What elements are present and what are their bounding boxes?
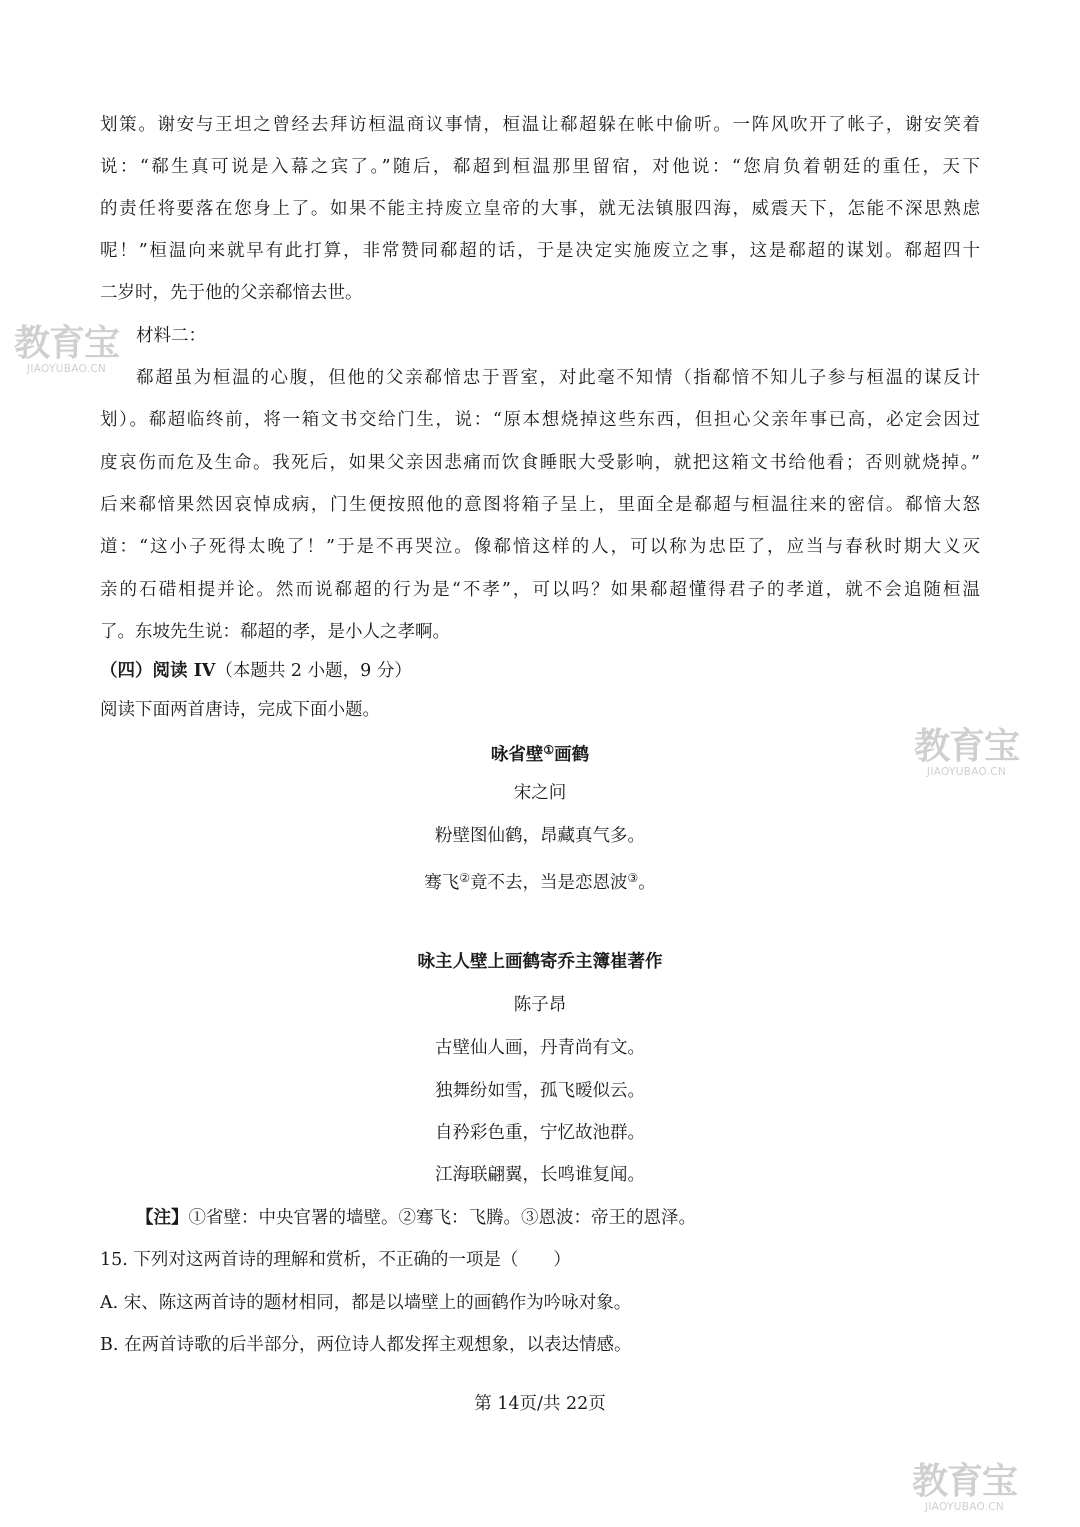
watermark-cn: 教育宝 [14,323,120,364]
note-mark: ② [459,871,470,885]
annotation-label: 【注】 [136,1208,189,1228]
note-mark: ① [543,743,555,757]
poem1-line [0,866,1080,895]
question-option: B. 在两首诗歌的后半部分，两位诗人都发挥主观想象，以表达情感。 [100,1335,632,1355]
watermark-logo [912,1461,1018,1513]
poem1-title [0,738,1080,767]
poem2-line: 独舞纷如雪，孤飞暧似云。 [435,1081,645,1101]
watermark-cn: 教育宝 [914,726,1020,767]
poem1-title-text: 画鹤 [554,745,590,765]
poem1-line: 粉壁图仙鹤，昂藏真气多。 [435,826,645,846]
annotation [136,1206,980,1230]
poem1-line-text: 。 [638,873,656,893]
passage-line: 二岁时，先于他的父亲郗愔去世。 [100,283,363,303]
watermark-logo [14,323,120,375]
note-mark: ③ [627,871,639,885]
question-option: A. 宋、陈这两首诗的题材相同，都是以墙壁上的画鹤作为吟咏对象。 [100,1293,632,1313]
passage-line: 说：“郗生真可说是入幕之宾了。”随后，郗超到桓温那里留宿，对他说：“您肩负着朝廷的重任，天下 [100,157,980,177]
watermark-cn: 教育宝 [912,1461,1018,1502]
section-title [100,659,980,683]
poem2-line: 江海联翩翼，长鸣谁复闻。 [435,1165,645,1185]
watermark-en: JIAOYUBAO.CN [924,1501,1005,1513]
material-line: 后来郗愔果然因哀悼成病，门生便按照他的意图将箱子呈上，里面全是郗超与桓温往来的密信。郗愔大怒 [100,495,980,515]
passage-line: 的责任将要落在您身上了。如果不能主持废立皇帝的大事，就无法镇服四海，威震天下，怎能不深思熟虑 [100,199,980,219]
material-line: 亲的石碏相提并论。然而说郗超的行为是“不孝”，可以吗？如果郗超懂得君子的孝道，就不会追随桓温 [100,580,980,600]
poem1-line-text: 骞飞 [424,873,460,893]
poem2-line: 自矜彩色重，宁忆故池群。 [435,1123,645,1143]
poem2-author: 陈子昂 [513,995,567,1015]
passage-line: 呢！”桓温向来就早有此打算，非常赞同郗超的话，于是决定实施废立之事，这是郗超的谋划。郗超四十 [100,241,980,261]
material-line: 道：“这小子死得太晚了！”于是不再哭泣。像郗愔这样的人，可以称为忠臣了，应当与春秋时期大义灭 [100,537,980,557]
section-title-bold: （四）阅读 IV [100,661,216,681]
question-stem: 15. 下列对这两首诗的理解和赏析，不正确的一项是（ ） [100,1250,571,1270]
watermark-en: JIAOYUBAO.CN [926,766,1007,778]
passage-line: 划策。谢安与王坦之曾经去拜访桓温商议事情，桓温让郗超躲在帐中偷听。一阵风吹开了帐子，谢安笑着 [100,115,980,135]
material-heading: 材料二： [136,326,206,346]
material-line: 郗超虽为桓温的心腹，但他的父亲郗愔忠于晋室，对此毫不知情（指郗愔不知儿子参与桓温的谋反计 [136,368,980,388]
poem1-title-text: 咏省壁 [490,745,544,765]
page-footer: 第 14页/共 22页 [474,1394,606,1414]
poem2-line: 古壁仙人画，丹青尚有文。 [435,1038,645,1058]
poem1-author: 宋之问 [513,783,567,803]
material-line: 划）。郗超临终前，将一箱文书交给门生，说：“原本想烧掉这些东西，但担心父亲年事已高，必定会因过 [100,410,980,430]
section-title-rest: （本题共 2 小题，9 分） [215,661,412,681]
material-line: 度哀伤而危及生命。我死后，如果父亲因悲痛而饮食睡眠大受影响，就把这箱文书给他看；否则就烧掉。” [100,453,980,473]
poem2-title: 咏主人壁上画鹤寄乔主簿崔著作 [417,952,663,972]
section-instruction: 阅读下面两首唐诗，完成下面小题。 [100,700,380,720]
poem1-line-text: 竟不去，当是恋恩波 [470,873,628,893]
material-line: 了。东坡先生说：郗超的孝，是小人之孝啊。 [100,622,450,642]
annotation-text: ①省壁：中央官署的墙壁。②骞飞：飞腾。③恩波：帝王的恩泽。 [188,1208,696,1228]
watermark-en: JIAOYUBAO.CN [26,363,107,375]
